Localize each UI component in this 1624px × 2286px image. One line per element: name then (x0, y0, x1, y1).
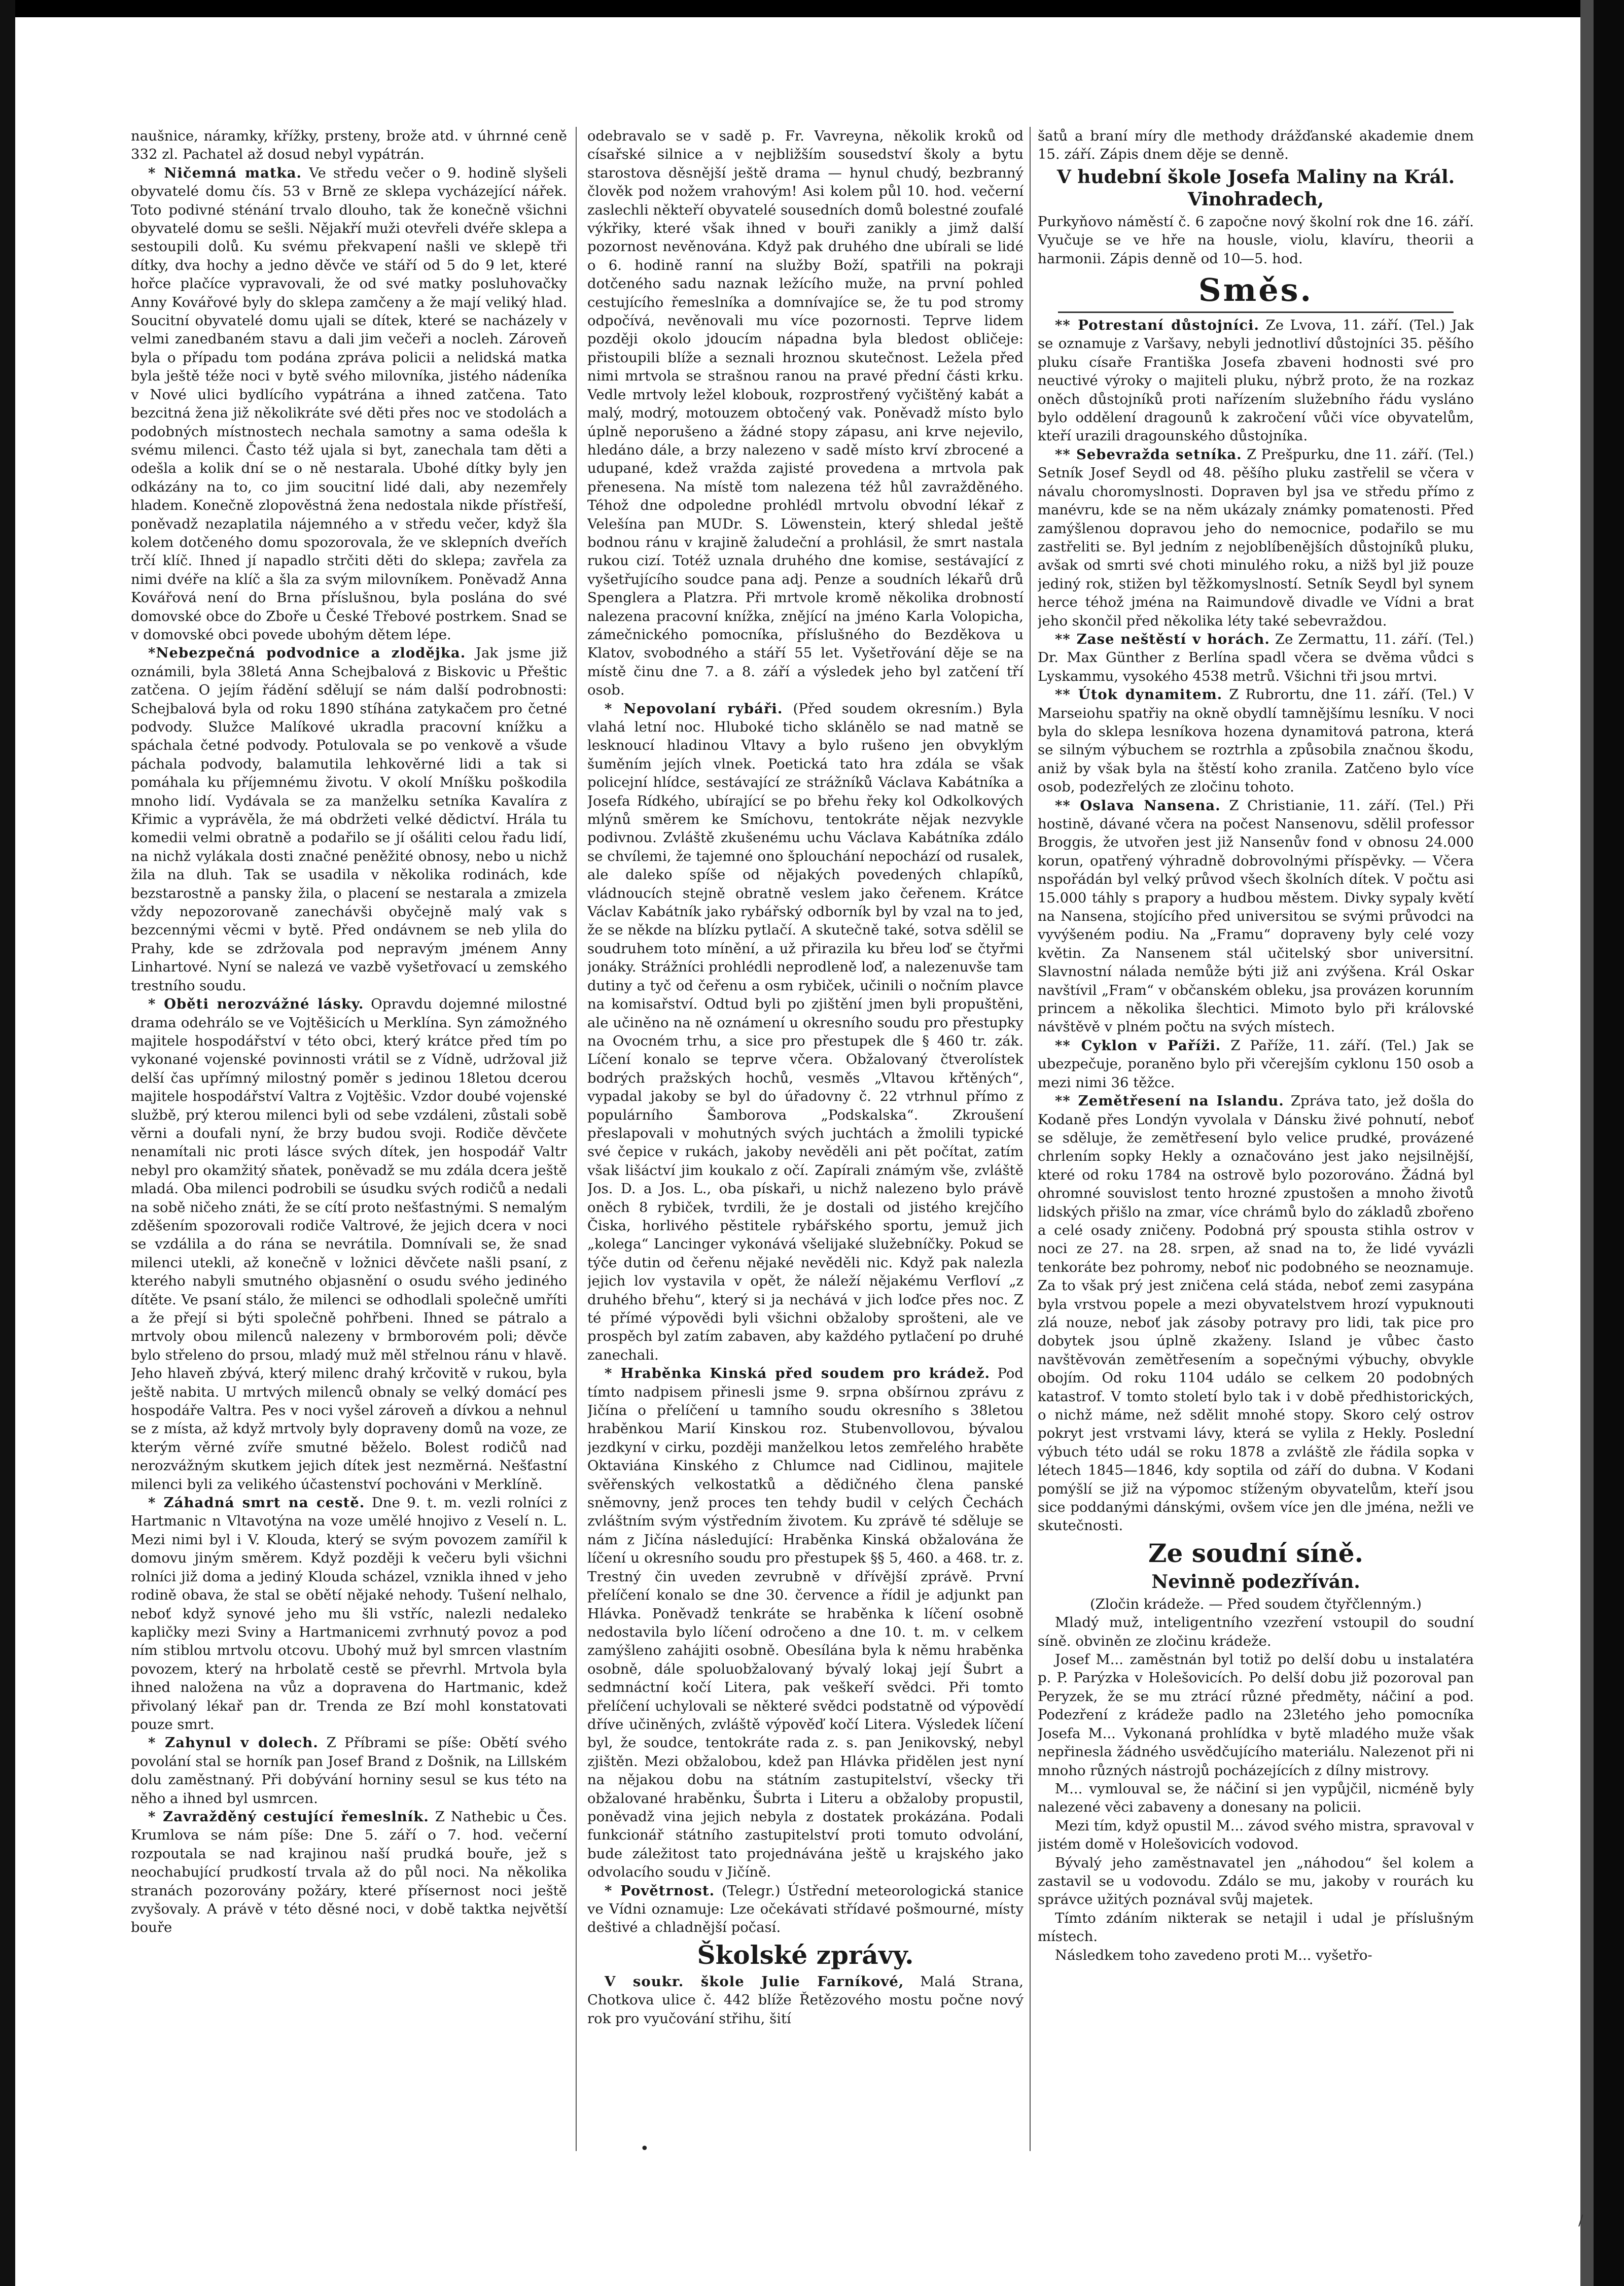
article-paragraph (1038, 213, 1474, 268)
article-text: Purkyňovo náměstí č. 6 započne nový školní rok dne 16. září. Vyučuje se ve hře na housle, violu, klavíru, theorii a harmonii. Zápis denně od 10—5. hod. (1038, 213, 1474, 267)
article-text: Z Prešpurku, dne 11. září. (Tel.) Setník Josef Seydl od 48. pěšího pluku zastřelil se včera v návalu choromyslnosti. Dopraven byl jsa ve středu přímo z manévru, kde se na něm ukázaly známky pomatenosti. Před zamýšlenou dopravou jeho do nemocnice, podařilo se mu zastřeliti se. Byl jedním z nejoblíbenějších důstojníků pluku, avšak od smrti své choti minulého roku, a nižš byl již pouze jediný rok, stižen byl těžkomyslností. Setník Seydl byl synem herce téhož jména na Raimundově divadle ve Vídni a brat jeho skončil před několika léty také sebevraždou. (1038, 446, 1474, 629)
article-paragraph (1038, 127, 1474, 164)
article-paragraph (587, 1882, 1023, 1937)
article-paragraph (1038, 796, 1474, 1036)
article-headline: V soukr. škole Julie Farníkové, (605, 1973, 904, 1990)
article-paragraph: Bývalý jeho zaměstnavatel jen „náhodou“ šel kolem a zastavil se u vodovodu. Zdálo se mu, jakoby v rourách ku správce užitých poznával svůj majetek. (1038, 1854, 1474, 1908)
scan-top-edge (0, 0, 1624, 17)
column-rule-1 (576, 127, 577, 2151)
article-text: naušnice, náramky, křížky, prsteny, brože atd. v úhrnné ceně 332 zl. Pachatel až dosud nebyl vypátrán. (131, 128, 567, 163)
section-title-smes: Směs. (1198, 271, 1314, 309)
article-headline: ** Útok dynamitem. (1055, 686, 1223, 703)
article-paragraph: Tímto zdáním nikterak se netajil i udal je příslušným místech. (1038, 1910, 1474, 1945)
article-headline: ** Cyklon v Paříži. (1055, 1037, 1221, 1054)
article-paragraph (131, 995, 567, 1494)
column-3 (1038, 127, 1474, 2151)
column-1 (131, 127, 567, 2151)
article-paragraph (1038, 685, 1474, 796)
article-headline: * Oběti nerozvážné lásky. (148, 996, 364, 1013)
article-headline: ** Sebevražda setníka. (1055, 446, 1242, 463)
article-text: Ze Lvova, 11. září. (Tel.) Jak se oznamuje z Varšavy, nebyli jednotliví důstojníci 35. pěšího pluku císaře Františka Josefa zbaveni hodnosti své pro neuctivé výroky o majiteli pluku, nýbrž proto, že na rozkaz oněch důstojníků proti nařízením služebního řádu vysláno bylo oddělení dragounů k zakročení vůči více obyvatelům, kteří urazili dragounského důstojníka. (1038, 317, 1474, 444)
article-headline: * Hraběnka Kinská před soudem pro krádež. (605, 1365, 991, 1382)
article-text: Z Christianie, 11. září. (Tel.) Při hostině, dávané včera na počest Nansenovu, sdělil professor Broggis, že utvořen jest již Nansenův fond v obnosu 24.000 korun, opatřený výhradně dobrovolnými příspěvky. — Včera nspořádán byl velký průvod všech školních dítek. V počtu asi 15.000 táhly s prapory a hudbou městem. Divky sypaly květí na Nansena, stojícího před universitou se svými průvodci na vyvýšeném podiu. Na „Framu“ dopraveny byly celé vozy květin. Za Nansenem stál učitelský sbor universitní. Slavnostní nálada nemůže býti již ani zvýšena. Král Oskar navštívil „Fram“ v občanském obleku, jsa provázen korunním princem a několika šlechtici. Mimoto bylo při královské návštěvě v plném počtu na svých místech. (1038, 797, 1474, 1035)
column-2 (587, 127, 1023, 2151)
article-text: (Telegr.) Ústřední meteorologická stanice ve Vídni oznamuje: Lze očekávati střídavé pošmourné, místy deštivé a chladnější počasí. (587, 1882, 1023, 1936)
article-headline: ** Oslava Nansena. (1055, 797, 1221, 814)
article-headline: * Zavražděný cestující řemeslník. (148, 1808, 429, 1825)
article-text: šatů a braní míry dle methody drážďanské akademie dnem 15. září. Zápis dnem děje se denně. (1038, 128, 1474, 163)
section-title-court: Ze soudní síně. (1148, 1538, 1363, 1568)
scan-left-edge (0, 0, 15, 2286)
section-rule (1058, 311, 1454, 313)
article-text: Dne 9. t. m. vezli rolníci z Hartmanic n Vltavotýna na voze umělé hnojivo z Veselí n. L. Mezi nimi byl i V. Klouda, který se svým povozem zamířil k domovu jiným směrem. Když později k večeru byli všichni rolníci již doma a jediný Klouda scházel, vznikla ihned v jeho rodině obava, že stal se obětí nějaké nehody. Tušení nelhalo, neboť když synové jeho mu šli vstříc, nalezli nedaleko kapličky mezi Sviny a Hartmanicemi zvrhnutý povoz a pod ním stiblou mrtvolu otcovu. Ubohý muž byl smrcen vlastním povozem, který na hrbolatě cestě se převrhl. Mrtvola byla ihned naložena na vůz a dopravena do Hartmanic, kdež přivolaný lékař pan dr. Trenda ze Bzí mohl konstatovati pouze smrt. (131, 1495, 567, 1733)
article-paragraph (131, 127, 567, 164)
article-paragraph (1038, 630, 1474, 685)
article-headline: *Nebezpečná podvodnice a zlodějka. (148, 645, 466, 662)
article-text: Zpráva tato, jež došla do Kodaně přes Londýn vyvolala v Dánsku živé pohnutí, neboť se sděluje, že zemětřesení bylo velice prudké, provázené chrlením sopky Hekly a označováno jest jako nejsilnější, které od roku 1784 na ostrově bylo pozorováno. Žádná byl ohromné souvislost tento hrozné zpustošen a mnoho životů lidských přišlo na zmar, více chrámů bylo do základů zbořeno a celé osady zničeny. Podobná prý spousta stihla ostrov v noci ze 27. na 28. srpen, až snad na to, že lidé vyvázli tenkoráte bez pohromy, neboť nic podobného se neoznamuje. Za to však prý jest zničena celá stáda, neboť zemi zasypána byla vrstvou popele a mezi obyvatelstvem hrozí vypuknouti zlá nouze, neboť jak zásoby potravy pro lidi, tak pice pro dobytek jsou úplně zkaženy. Island je vůbec často navštěvován zemětřesením a sopečnými výbuchy, obvykle obojím. Od roku 1104 událo se celkem 20 podobných katastrof. V tomto století bylo tak i v době předhistorických, o nichž máme, než sdělit mnohé stopy. Skoro celý ostrov pokryt jest vrstvami lávy, která se vylila z Hekly. Poslední výbuch této udál se roku 1878 a zvláště zle řádila sopka v létech 1845—1846, kdy soptila od září do dubna. V Kodani pomýšlí se již na výpomoc stíženým obyvatelům, kteří jsou sice poddanými dánskými, ovšem více jen dle jména, nežli ve skutečnosti. (1038, 1093, 1474, 1534)
article-headline: * Povětrnost. (605, 1882, 715, 1899)
article-headline: * Ničemná matka. (148, 164, 302, 181)
article-text: Pod tímto nadpisem přinesli jsme 9. srpna obšírnou zprávu z Jičína o přelíčení u tamního soudu okresního s 38letou hraběnkou Marií Kinskou roz. Stubenvollovou, bývalou jezdkyní v cirku, později manželkou letos zemřelého hraběte Oktaviána Kinského z Chlumce nad Cidlinou, majitele svěřenských velkostatků a dědičného člena panské sněmovny, jenž proces ten tehdy budil v celých Čechách zvláštním svým výstředním životem. Ku zprávě té sděluje se nám z Jičína následující: Hraběnka Kinská obžalována že líčení u okresního soudu pro přestupek §§ 5, 460. a 468. tr. z. Trestný čin uveden zevrubně v dřívější zprávě. První přelíčení konalo se dne 30. července a řídil je adjunkt pan Hlávka. Poněvadž tenkráte se hraběnka k líčení osobně nedostavila bylo líčení odročeno a dne 10. t. m. v celkem zamýšleno zahájiti osobně. Obesílána byla k němu hraběnka osobně, dále spoluobžalovaný bývalý lokaj její Šubrt a sedmnáctní kočí Litera, pak veškeří svědci. Při tomto přelíčení uchylovali se některé svědci podstatně od výpovědí dříve učiněných, zvláště výpověď kočí Litera. Výsledek líčení byl, že soudce, tentokráte rada z. s. pan Jenikovský, nebyl zjištěn. Mezi obžalobou, kdež pan Hlávka přidělen jest nyní na nějakou dobu na státním zastupitelství, všecky tři obžalované hraběnku, Šubrta i Literu a obžaloby propustil, poněvadž vina jejich nebyla z dostatek prokázána. Podali funkcionář státního zastupitelství proti tomuto odvolání, bude záležitost tato projednávána ještě u krajského jako odvolacího soudu v Jičíně. (587, 1365, 1023, 1881)
article-paragraph (131, 1808, 567, 1937)
article-paragraph (587, 1364, 1023, 1881)
article-text: Opravdu dojemné milostné drama odehrálo se ve Vojtěšicích u Merklína. Syn zámožného majitele hospodářství v této obci, který krátce před tím po vykonané vojenské povinnosti vrátil se z Vídně, udržoval již delší čas upřímný milostný poměr s jedinou 18letou dcerou majitele hospodářství Valtra z Vojtěšic. Vzdor doubé vojenské službě, prý kterou milenci byli od sebe vzdáleni, zůstali sobě věrni a doufali nyní, že brzy budou svoji. Rodiče děvčete nenamítali nic proti lásce svých dítek, jen hospodář Valtr nebyl pro okamžitý sňatek, poněvadž se mu zdála dcera ještě mladá. Oba milenci podrobili se úsudku svých rodičů a nedali na sobě ničeho znáti, že se cítí proto nešťastnými. S nemalým zděšením spozorovali rodiče Valtrové, že jejich dcera v noci se vzdálila a do rána se nevrátila. Domnívali se, že snad milenci utekli, až konečně v ložnici děvčete našli psaní, z kterého nabyli smutného objasnění o osudu svého jediného dítěte. Ve psaní stálo, že milenci se odhodlali společně umříti a že přejí si býti společně pohřbeni. Ihned se pátralo a mrtvoly obou milenců nalezeny v brmborovém poli; děvče bylo střeleno do prsou, mladý muž měl střelnou ránu v hlavě. Jeho hlaveň zbývá, který milenc drahý krčovitě v rukou, byla ještě nabita. U mrtvých milenců obnaly se velký domácí pes hospodáře Valtra. Pes v noci vyšel zároveň a dívkou a nehnul se z místa, až když mrtvoly byly dopraveny domů na voze, ze kterým věrné zvíře smutné běželo. Bolest rodičů nad nerozvážným skutkem jejich dítek jest nezměrná. Nešťastní milenci byli za velikého účastenství pochováni v Merklíně. (131, 996, 567, 1493)
article-text: odebravalo se v sadě p. Fr. Vavreyna, několik kroků od císařské silnice a v nejbližším sousedství školy a bytu starostova děsnější ještě drama — hynul chudý, bezbranný člověk pod nožem vrahovým! Asi kolem půl 10. hod. večerní zaslechli někteří obyvatelé sousedních domů bolestné zoufalé výkřiky, které však ihned v bouři zanikly a jimž další pozornost nevěnována. Když pak druhého dne ubírali se lidé o 6. hodině ranní na služby Boží, spatřili na pokraji dotčeného sadu naznak ležícího muže, na první pohled cestujícího řemeslníka a domnívajíce se, že tu pod stromy odpočívá, nevěnovali mu více pozornosti. Teprve lidem později okolo jdoucím nápadna byla bledost obličeje: přistoupili blíže a seznali hroznou skutečnost. Ležela před nimi mrtvola se strašnou ranou na pravé přední části krku. Vedle mrtvoly ležel klobouk, rozprostřený vyčištěný kabát a malý, modrý, motouzem obtočený vak. Poněvadž místo bylo úplně neporušeno a žádné stopy zápasu, ani krve nejevilo, hledáno dále, a brzy nalezeno v sadě místo krví zbrocené a udupané, kdež vražda zajisté provedena a mrtvola pak přenesena. Na místě tom nalezena též hůl zavražděného. Téhož dne odpoledne prohlédl mrtvolu obvodní lékař z Velešína pan MUDr. S. Löwenstein, který shledal ještě bodnou ránu v krajině žaludeční a prohlásil, že smrt nastala rukou cizí. Totéž uznala druhého dne komise, sestávající z vyšetřujícího soudce pana adj. Penze a soudních lékařů drů Spenglera a Platzra. Při mrtvole kromě několika drobností nalezena pracovní knížka, znějící na jméno Karla Volopicha, zámečnického pomocníka, příslušného do Bezděkova u Klatov, svobodného a stáří 55 let. Vyšetřování děje se na místě činu dne 7. a 8. září a výsledek jeho byl zatčení tří osob. (587, 128, 1023, 699)
article-paragraph (1038, 1036, 1474, 1092)
article-paragraph (131, 1734, 567, 1808)
article-paragraph: Mladý muž, inteligentního vzezření vstoupil do soudní síně. obviněn ze zločinu krádeže. (1038, 1614, 1474, 1649)
article-paragraph (131, 644, 567, 995)
article-paragraph (1038, 1092, 1474, 1535)
section-title-school-news: Školské zprávy. (697, 1939, 914, 1970)
article-text: Malá Strana, Chotkova ulice č. 442 blíže Řetězového mostu počne nový rok pro vyučování střihu, šití (587, 1973, 1023, 2027)
article-paragraph (131, 164, 567, 644)
article-paragraph (587, 700, 1023, 1365)
court-intro: (Zločin krádeže. — Před soudem čtyřčlenným.) (1090, 1596, 1422, 1612)
article-paragraph (1038, 445, 1474, 630)
court-subtitle: Nevinně podezříván. (1151, 1571, 1360, 1592)
article-paragraph: Mezi tím, když opustil M... závod svého mistra, spravoval v jistém domě v Holešovicích vodovod. (1038, 1817, 1474, 1853)
article-text: Ve středu večer o 9. hodině slyšeli obyvatelé domu čís. 53 v Brně ze sklepa vycházející nářek. Toto podivné sténání trvalo dlouho, tak že konečně všichni obyvatelé domu se sešli. Nějakří muži otevřeli dvéře sklepa a sestoupili dolů. Ku svému překvapení našli ve sklepě tři dítky, dva hochy a jedno děvče ve stáří od 5 do 9 let, které hořce plačíce vypravovali, že od své matky posluhovačky Anny Kovářové byly do sklepa zamčeny a že mají veliký hlad. Soucitní obyvatelé domu ujali se dítek, které se nacházely v velmi zanedbaném stavu a dali jim večeři a nocleh. Zároveň byla o případu tom podána zpráva policii a nelidská matka byla ještě téže noci v bytě svého milovníka, jistého nádeníka v Nové ulici bydlícího vypátrána a ihned zatčena. Tato bezcitná žena již několikráte své děti přes noc ve stodolách a podobných místnostech nechala samotny a sama odešla k svému milenci. Často též ujala si byt, zanechala tam děti a odešla a kolik dní se o ně nestarala. Ubohé dítky byly jen odkázány na to, co jim soucitní lidé dali, aby nezemřely hladem. Konečně zlopověstná žena nedostala nikde přístřeší, poněvadž nezaplatila nájemného a v středu večer, když šla kolem dotčeného domu spozorovala, že ve sklepních dveřích trčí klíč. Ihned jí napadlo strčiti děti do sklepa; zavřela za nimi dvéře na klíč a šla za svým milovníkem. Poněvadž Anna Kovářová není do Brna příslušnou, byla poslána do své domovské obce do Zboře u České Třebové postrkem. Snad se v domovské obci povede ubohým dětem lépe. (131, 164, 567, 643)
article-headline: * Zahynul v dolech. (148, 1735, 319, 1751)
article-text: Z Příbrami se píše: Obětí svého povolání stal se horník pan Josef Brand z Došnik, na Lillském dolu zaměstnaný. Při dobývání horniny sesul se kus této na něho a ihned byl usmrcen. (131, 1735, 567, 1807)
article-text: Ze Zermattu, 11. září. (Tel.) Dr. Max Günther z Berlína spadl včera se dvěma vůdci s Lyskammu, vysokého 4538 metrů. Všichni tři jsou mrtvi. (1038, 631, 1474, 684)
article-paragraph (587, 1972, 1023, 2028)
article-headline: * Záhadná smrt na cestě. (148, 1495, 365, 1511)
scan-right-shadow (1580, 0, 1594, 2286)
article-paragraph: Následkem toho zavedeno proti M... vyšetřo- (1055, 1947, 1372, 1963)
article-paragraph (587, 127, 1023, 700)
article-headline: * Nepovolaní rybáři. (605, 700, 783, 717)
article-headline: ** Zemětřesení na Islandu. (1055, 1093, 1284, 1110)
article-text: Jak jsme již oznámili, byla 38letá Anna Schejbalová z Biskovic u Přeštic zatčena. O jejím řádění sdělují se nám další podrobnosti: Schejbalová byla od roku 1890 stíhána zatykačem pro četné podvody. Služce Malíkové ukradla pracovní knížku a spáchala četné podvody. Potulovala se po venkově a všude páchala podvody, balamutila lehkověrné lidi a tak si pomáhala ku příjemnému životu. V okolí Mníšku poškodila mnoho lidí. Vydávala se za manželku setníka Kavalíra z Křimic a vyprávěla, že má obdržeti velké dědictví. Hrála tu komedii velmi obratně a podařilo se jí ošáliti celou řadu lidí, na nichž vylákala dosti značné peněžité obnosy, nebo u nichž žila na dluh. Tak se usadila v několika rodinách, kde bezstarostně a pansky žila, o placení se nestarala a zmizela vždy nepozorovaně zanechávši obyčejně malý vak s bezcennými věcmi v bytě. Před ondávnem se neb ylila do Prahy, kde se zdržovala pod nepravým jménem Anny Linhartové. Nyní se nalezá ve vazbě vyšetřovací u zemského trestního soudu. (131, 645, 567, 994)
article-paragraph (1038, 316, 1474, 445)
article-headline: ** Zase neštěstí v horách. (1055, 631, 1270, 647)
article-text: Z Paříže, 11. září. (Tel.) Jak se ubezpečuje, poraněno bylo při včerejším cyklonu 150 osob a mezi nimi 36 těžce. (1038, 1037, 1474, 1091)
article-paragraph: M... vymlouval se, že náčiní si jen vypůjčil, nicméně byly nalezené věci zabaveny a donesany na policii. (1038, 1780, 1474, 1816)
footer-dot: • (640, 2140, 649, 2158)
article-paragraph: Josef M... zaměstnán byl totiž po delší dobu u instalatéra p. P. Parýzka v Holešovicích. Po delší dobu již pozoroval pan Peryzek, že se mu ztrácí různé předměty, náčiní a pod. Podezření z krádeže padlo na 23letého jeho pomocníka Josefa M... Vykonaná prohlídka v bytě mladého muže však nepřinesla žádného usvědčujícího materiálu. Nalezenot při ni mnoho různých nástrojů pocházejících z dílny mistrovy. (1038, 1651, 1474, 1779)
music-school-headline: V hudební škole Josefa Maliny na Král. Vinohradech, (1056, 166, 1455, 210)
article-text: Z Rubrortu, dne 11. září. (Tel.) V Marseiohu spatřiy na okně obydlí tamnějšímu lesníku. V noci byla do sklepa lesníkova hozena dynamitová patrona, která se silným výbuchem se roztrhla a způsobila značnou škodu, aniž by však byla na štěstí koho zranila. Zatčeno bylo více osob, podezřelých ze zločinu tohoto. (1038, 686, 1474, 795)
article-headline: ** Potrestaní důstojníci. (1055, 317, 1259, 334)
corner-mark: / (1578, 2212, 1583, 2229)
scan-right-edge (1594, 0, 1624, 2286)
column-rule-2 (1030, 127, 1031, 2151)
article-text: Z Nathebic u Čes. Krumlova se nám píše: Dne 5. září o 7. hod. večerní rozpoutala se nad krajinou naší prudká bouře, jež s neochabující prudkostí trvala až do půl noci. Na několika stranách pozorovány požáry, které přísernost noci ještě zvyšovaly. A právě v této děsné noci, v době taktka největší bouře (131, 1808, 567, 1936)
article-paragraph (131, 1494, 567, 1734)
article-text: (Před soudem okresním.) Byla vlahá letní noc. Hluboké ticho sklánělo se nad matně se lesknoucí hladinou Vltavy a bylo rušeno jen obvyklým šuměním jejích vlnek. Poetická tato hra zdála se však policejní hlídce, sestávající ze strážníků Václava Kabátníka a Josefa Rídkého, ubírající se po břehu řeky kol Odkolkových mlýnů směrem ke Smíchovu, tentokráte nějak nezvykle podivnou. Zvláště zkušenému uchu Václava Kabátníka zdálo se chvílemi, že tajemné ono šplouchání nepochází od rusalek, ale daleko spíše od nějakých povedených chlapíků, vládnoucích stejně obratně veslem jako čeřenem. Krátce Václav Kabátník jako rybářský odborník byl by vzal na to jed, že se někde na blízku pytlačí. A skutečně také, sotva sdělil se soudruhem toto mínění, a už přirazila ku břeu loď se čtyřmi jonáky. Strážníci prohlédli neprodleně loď, a nalezenuvše tam dutiny a tyč od čeřenu a osm rybiček, učinili o nočním plavce na komisařství. Odtud byli po zjištění jmen byli propuštěni, ale učiněno na ně oznámení u okresního soudu pro přestupky na Ovocném trhu, a sice pro přestupek dle § 460 tr. zák. Líčení konalo se teprve včera. Obžalovaný čtverolístek bodrých pražských hochů, vesměs „Vltavou křtěných“, vypadal jakoby se byl do úřadovny č. 22 vtrhnul přímo z populárního Šamborova „Podskalska“. Zkroušení přeslapovali v mohutných svých juchtách a žmolili typické své čepice v rukách, jakoby nevěděli ani pět počítat, zatím však lišáctví jim koukalo z očí. Zapírali známým vše, zvláště Jos. D. a Jos. L., oba pískaři, u nichž nalezeno bylo právě oněch 8 rybiček, tvrdili, že je dostali od jistého krejčího Čiska, horlivého pěstitele rybářského sportu, jemuž jich „kolega“ Lancinger vykonává všelijaké služebníčky. Pokud se týče dutin od čeřenu nějaké nevěděli nic. Když pak nalezla jejich lov vystavila v opět, že náleží nějakému Verfloví „z druhého břehu“, který si ja nechává v jich loďce přes noc. Z té přímé výpovědi byli všichni obžaloby sprošteni, ale ve prospěch byl zatím zabaven, aby každého pytlačení po druhé zanechali. (587, 700, 1023, 1363)
